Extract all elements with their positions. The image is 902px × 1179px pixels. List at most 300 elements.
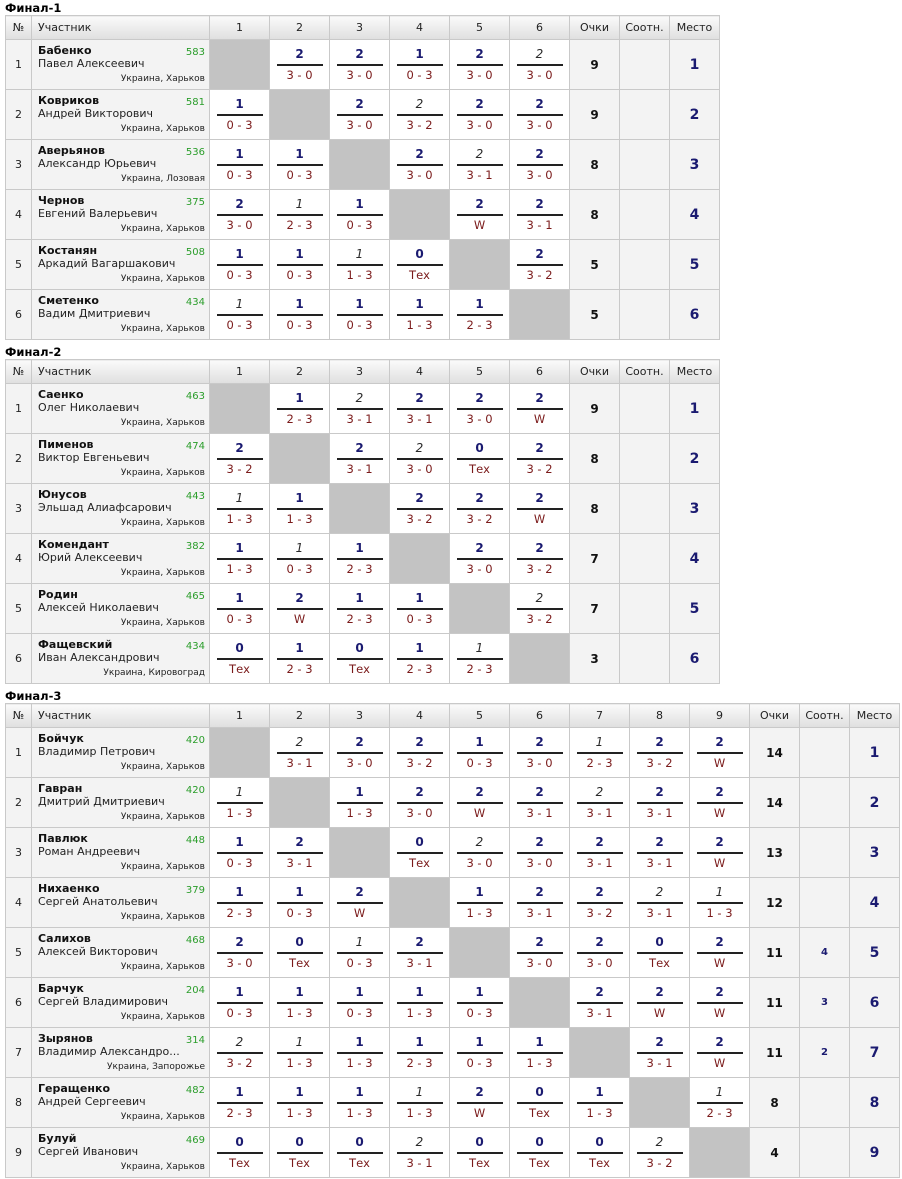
self-match-cell xyxy=(390,878,450,928)
match-result-cell[interactable] xyxy=(450,90,510,140)
match-result-cell[interactable] xyxy=(690,728,750,778)
match-result-cell[interactable] xyxy=(330,928,390,978)
participant-cell[interactable] xyxy=(32,634,210,684)
participant-last-name[interactable]: Фащевский xyxy=(38,638,113,651)
match-result-cell[interactable] xyxy=(210,90,270,140)
self-match-cell xyxy=(570,1028,630,1078)
match-result-cell[interactable] xyxy=(270,634,330,684)
match-score: 3 - 1 xyxy=(526,806,553,820)
participant-last-name[interactable]: Саенко xyxy=(38,388,84,401)
participant-last-name[interactable]: Геращенко xyxy=(38,1082,111,1095)
match-result-cell[interactable] xyxy=(210,978,270,1028)
participant-cell[interactable] xyxy=(32,928,210,978)
match-score: 3 - 1 xyxy=(586,806,613,820)
self-match-cell xyxy=(270,434,330,484)
match-result-cell[interactable] xyxy=(330,778,390,828)
match-result-cell[interactable] xyxy=(510,778,570,828)
header-opponent-3[interactable]: 3 xyxy=(330,16,390,40)
ratio-value xyxy=(620,584,670,634)
result-divider xyxy=(337,1052,383,1054)
match-result-cell[interactable] xyxy=(450,1028,510,1078)
match-result-cell[interactable] xyxy=(330,634,390,684)
participant-cell[interactable] xyxy=(32,384,210,434)
match-result-cell[interactable] xyxy=(390,1028,450,1078)
match-result-cell[interactable] xyxy=(210,928,270,978)
match-score: Тех xyxy=(649,956,670,970)
match-result-cell[interactable] xyxy=(330,90,390,140)
participant-first-name: Павел Алексеевич xyxy=(38,57,145,70)
header-opponent-4[interactable]: 4 xyxy=(390,360,450,384)
header-participant[interactable]: Участник xyxy=(32,16,210,40)
participant-last-name[interactable]: Ковриков xyxy=(38,94,100,107)
match-result-cell[interactable] xyxy=(510,1128,570,1178)
match-result-cell[interactable] xyxy=(390,584,450,634)
match-result-cell[interactable] xyxy=(390,634,450,684)
match-result-cell[interactable] xyxy=(270,878,330,928)
self-match-cell xyxy=(330,484,390,534)
match-result-cell[interactable] xyxy=(210,878,270,928)
match-result-cell[interactable] xyxy=(390,290,450,340)
match-result-cell[interactable] xyxy=(570,1078,630,1128)
match-points: 1 xyxy=(295,1035,304,1049)
result-divider xyxy=(337,64,383,66)
match-points: 1 xyxy=(475,735,484,749)
total-points: 9 xyxy=(570,384,620,434)
match-result-cell[interactable] xyxy=(690,828,750,878)
match-result-cell[interactable] xyxy=(570,828,630,878)
match-result-cell[interactable] xyxy=(390,434,450,484)
participant-cell[interactable] xyxy=(32,778,210,828)
match-result-cell[interactable] xyxy=(630,878,690,928)
result-divider xyxy=(517,608,563,610)
participant-cell[interactable] xyxy=(32,1128,210,1178)
match-result-cell[interactable] xyxy=(510,384,570,434)
participant-city: Украина, Харьков xyxy=(120,762,205,772)
result-divider xyxy=(517,458,563,460)
match-result-cell[interactable] xyxy=(270,290,330,340)
match-result-cell[interactable] xyxy=(210,828,270,878)
match-result-cell[interactable] xyxy=(450,434,510,484)
header-opponent-9[interactable]: 9 xyxy=(690,704,750,728)
ratio-value: 2 xyxy=(800,1028,850,1078)
match-points: 2 xyxy=(535,441,544,455)
participant-first-name: Владимир Петрович xyxy=(38,745,156,758)
match-result-cell[interactable] xyxy=(510,534,570,584)
self-match-cell xyxy=(690,1128,750,1178)
result-divider xyxy=(697,952,743,954)
total-points: 5 xyxy=(570,290,620,340)
match-score: 3 - 1 xyxy=(406,1156,433,1170)
match-result-cell[interactable] xyxy=(390,240,450,290)
match-result-cell[interactable] xyxy=(270,728,330,778)
match-result-cell[interactable] xyxy=(690,978,750,1028)
participant-last-name[interactable]: Юнусов xyxy=(38,488,87,501)
match-result-cell[interactable] xyxy=(270,978,330,1028)
match-result-cell[interactable] xyxy=(330,584,390,634)
match-points: 1 xyxy=(235,885,244,899)
header-participant[interactable]: Участник xyxy=(32,360,210,384)
match-result-cell[interactable] xyxy=(510,190,570,240)
match-result-cell[interactable] xyxy=(210,634,270,684)
match-result-cell[interactable] xyxy=(690,1078,750,1128)
participant-cell[interactable] xyxy=(32,140,210,190)
match-result-cell[interactable] xyxy=(690,1028,750,1078)
header-opponent-5[interactable]: 5 xyxy=(450,704,510,728)
match-result-cell[interactable] xyxy=(510,584,570,634)
self-match-cell xyxy=(450,584,510,634)
header-opponent-3[interactable]: 3 xyxy=(330,704,390,728)
table-row xyxy=(6,584,720,634)
participant-cell[interactable] xyxy=(32,484,210,534)
match-result-cell[interactable] xyxy=(330,1128,390,1178)
header-points[interactable]: Очки xyxy=(750,704,800,728)
participant-cell[interactable] xyxy=(32,728,210,778)
match-result-cell[interactable] xyxy=(390,484,450,534)
match-result-cell[interactable] xyxy=(450,728,510,778)
match-result-cell[interactable] xyxy=(450,484,510,534)
participant-first-name: Евгений Валерьевич xyxy=(38,207,158,220)
participant-cell[interactable] xyxy=(32,978,210,1028)
match-result-cell[interactable] xyxy=(270,384,330,434)
participant-last-name[interactable]: Барчук xyxy=(38,982,84,995)
participant-rating: 469 xyxy=(185,1135,205,1146)
match-result-cell[interactable] xyxy=(510,1078,570,1128)
participant-cell[interactable] xyxy=(32,90,210,140)
header-points[interactable]: Очки xyxy=(570,16,620,40)
result-divider xyxy=(397,1052,443,1054)
match-result-cell[interactable] xyxy=(450,40,510,90)
match-result-cell[interactable] xyxy=(630,978,690,1028)
match-result-cell[interactable] xyxy=(630,1028,690,1078)
match-result-cell[interactable] xyxy=(330,384,390,434)
match-result-cell[interactable] xyxy=(270,240,330,290)
match-result-cell[interactable] xyxy=(330,728,390,778)
header-opponent-1[interactable]: 1 xyxy=(210,16,270,40)
table-row xyxy=(6,290,720,340)
match-result-cell[interactable] xyxy=(270,584,330,634)
match-result-cell[interactable] xyxy=(390,928,450,978)
match-points: 2 xyxy=(415,441,424,455)
match-result-cell[interactable] xyxy=(630,1128,690,1178)
match-result-cell[interactable] xyxy=(450,1128,510,1178)
row-number: 6 xyxy=(6,978,32,1028)
header-opponent-2[interactable]: 2 xyxy=(270,360,330,384)
match-result-cell[interactable] xyxy=(450,828,510,878)
participant-cell[interactable] xyxy=(32,828,210,878)
match-result-cell[interactable] xyxy=(450,978,510,1028)
match-result-cell[interactable] xyxy=(270,140,330,190)
match-result-cell[interactable] xyxy=(390,384,450,434)
match-score: Тех xyxy=(409,856,430,870)
match-result-cell[interactable] xyxy=(210,434,270,484)
header-opponent-4[interactable]: 4 xyxy=(390,16,450,40)
match-score: 3 - 0 xyxy=(466,412,493,426)
result-divider xyxy=(457,658,503,660)
header-place[interactable]: Место xyxy=(670,16,720,40)
match-result-cell[interactable] xyxy=(450,140,510,190)
match-result-cell[interactable] xyxy=(570,928,630,978)
match-points: 2 xyxy=(475,491,484,505)
participant-cell[interactable] xyxy=(32,434,210,484)
result-divider xyxy=(277,164,323,166)
participant-last-name[interactable]: Аверьянов xyxy=(38,144,105,157)
header-opponent-2[interactable]: 2 xyxy=(270,704,330,728)
match-result-cell[interactable] xyxy=(510,484,570,534)
match-result-cell[interactable] xyxy=(510,434,570,484)
match-result-cell[interactable] xyxy=(450,1078,510,1128)
match-result-cell[interactable] xyxy=(510,240,570,290)
match-result-cell[interactable] xyxy=(450,634,510,684)
row-number: 6 xyxy=(6,290,32,340)
total-points: 9 xyxy=(570,90,620,140)
row-number: 5 xyxy=(6,584,32,634)
match-result-cell[interactable] xyxy=(330,978,390,1028)
participant-last-name[interactable]: Родин xyxy=(38,588,78,601)
participant-rating: 474 xyxy=(185,441,205,452)
match-result-cell[interactable] xyxy=(570,878,630,928)
match-result-cell[interactable] xyxy=(630,928,690,978)
participant-last-name[interactable]: Костанян xyxy=(38,244,98,257)
match-score: 1 - 3 xyxy=(466,906,493,920)
match-result-cell[interactable] xyxy=(270,190,330,240)
match-score: W xyxy=(353,906,366,920)
ratio-value xyxy=(800,1128,850,1178)
header-opponent-6[interactable]: 6 xyxy=(510,16,570,40)
header-num[interactable]: № xyxy=(6,704,32,728)
match-points: 1 xyxy=(295,297,304,311)
participant-last-name[interactable]: Бойчук xyxy=(38,732,84,745)
match-result-cell[interactable] xyxy=(690,778,750,828)
match-result-cell[interactable] xyxy=(330,190,390,240)
match-result-cell[interactable] xyxy=(210,1078,270,1128)
header-opponent-5[interactable]: 5 xyxy=(450,16,510,40)
header-num[interactable]: № xyxy=(6,16,32,40)
participant-last-name[interactable]: Нихаенко xyxy=(38,882,100,895)
row-number: 3 xyxy=(6,140,32,190)
header-opponent-6[interactable]: 6 xyxy=(510,704,570,728)
match-score: 0 - 3 xyxy=(226,268,253,282)
match-score: Тех xyxy=(349,1156,370,1170)
match-result-cell[interactable] xyxy=(210,240,270,290)
result-divider xyxy=(337,952,383,954)
match-result-cell[interactable] xyxy=(330,434,390,484)
participant-last-name[interactable]: Зырянов xyxy=(38,1032,93,1045)
match-score: 3 - 1 xyxy=(646,906,673,920)
participant-cell[interactable] xyxy=(32,534,210,584)
match-score: W xyxy=(713,806,726,820)
match-result-cell[interactable] xyxy=(510,1028,570,1078)
header-place[interactable]: Место xyxy=(850,704,900,728)
match-result-cell[interactable] xyxy=(330,240,390,290)
table-row xyxy=(6,40,720,90)
result-divider xyxy=(277,1052,323,1054)
header-opponent-4[interactable]: 4 xyxy=(390,704,450,728)
match-points: 0 xyxy=(355,641,364,655)
result-divider xyxy=(337,608,383,610)
header-opponent-6[interactable]: 6 xyxy=(510,360,570,384)
match-score: Тех xyxy=(529,1156,550,1170)
result-divider xyxy=(457,1052,503,1054)
match-result-cell[interactable] xyxy=(390,728,450,778)
match-score: 3 - 0 xyxy=(406,806,433,820)
match-result-cell[interactable] xyxy=(390,778,450,828)
match-result-cell[interactable] xyxy=(210,1128,270,1178)
match-result-cell[interactable] xyxy=(450,290,510,340)
participant-first-name: Владимир Александро... xyxy=(38,1045,180,1058)
match-result-cell[interactable] xyxy=(270,484,330,534)
match-result-cell[interactable] xyxy=(270,828,330,878)
result-divider xyxy=(217,1152,263,1154)
match-score: Тех xyxy=(589,1156,610,1170)
header-opponent-1[interactable]: 1 xyxy=(210,360,270,384)
results-table xyxy=(5,15,720,340)
match-result-cell[interactable] xyxy=(390,40,450,90)
match-result-cell[interactable] xyxy=(270,1078,330,1128)
match-result-cell[interactable] xyxy=(390,1128,450,1178)
match-result-cell[interactable] xyxy=(330,878,390,928)
match-result-cell[interactable] xyxy=(210,778,270,828)
match-result-cell[interactable] xyxy=(690,928,750,978)
match-result-cell[interactable] xyxy=(270,928,330,978)
match-result-cell[interactable] xyxy=(510,140,570,190)
match-result-cell[interactable] xyxy=(690,878,750,928)
match-result-cell[interactable] xyxy=(390,90,450,140)
match-points: 0 xyxy=(475,441,484,455)
match-score: W xyxy=(473,218,486,232)
participant-cell[interactable] xyxy=(32,584,210,634)
match-points: 0 xyxy=(295,1135,304,1149)
match-result-cell[interactable] xyxy=(330,40,390,90)
match-result-cell[interactable] xyxy=(510,40,570,90)
match-result-cell[interactable] xyxy=(510,928,570,978)
total-points: 3 xyxy=(570,634,620,684)
match-result-cell[interactable] xyxy=(450,778,510,828)
match-result-cell[interactable] xyxy=(390,140,450,190)
match-result-cell[interactable] xyxy=(390,1078,450,1128)
match-result-cell[interactable] xyxy=(330,1028,390,1078)
participant-cell[interactable] xyxy=(32,1078,210,1128)
match-result-cell[interactable] xyxy=(450,878,510,928)
row-number: 9 xyxy=(6,1128,32,1178)
participant-cell[interactable] xyxy=(32,1028,210,1078)
participant-cell[interactable] xyxy=(32,240,210,290)
match-score: 2 - 3 xyxy=(406,1056,433,1070)
match-result-cell[interactable] xyxy=(510,90,570,140)
participant-city: Украина, Кировоград xyxy=(103,668,205,678)
header-ratio[interactable]: Соотн. xyxy=(620,16,670,40)
header-points[interactable]: Очки xyxy=(570,360,620,384)
match-result-cell[interactable] xyxy=(270,1128,330,1178)
match-result-cell[interactable] xyxy=(450,190,510,240)
total-points: 7 xyxy=(570,584,620,634)
match-result-cell[interactable] xyxy=(210,1028,270,1078)
match-result-cell[interactable] xyxy=(510,728,570,778)
participant-cell[interactable] xyxy=(32,40,210,90)
match-points: 1 xyxy=(295,247,304,261)
participant-last-name[interactable]: Булуй xyxy=(38,1132,77,1145)
match-result-cell[interactable] xyxy=(330,1078,390,1128)
match-result-cell[interactable] xyxy=(390,978,450,1028)
participant-last-name[interactable]: Чернов xyxy=(38,194,85,207)
match-result-cell[interactable] xyxy=(570,978,630,1028)
match-points: 1 xyxy=(475,985,484,999)
match-result-cell[interactable] xyxy=(210,190,270,240)
match-result-cell[interactable] xyxy=(510,828,570,878)
match-result-cell[interactable] xyxy=(270,1028,330,1078)
header-opponent-3[interactable]: 3 xyxy=(330,360,390,384)
match-result-cell[interactable] xyxy=(570,1128,630,1178)
match-result-cell[interactable] xyxy=(630,728,690,778)
header-place[interactable]: Место xyxy=(670,360,720,384)
participant-city: Украина, Харьков xyxy=(120,862,205,872)
participant-last-name[interactable]: Комендант xyxy=(38,538,109,551)
participant-last-name[interactable]: Сметенко xyxy=(38,294,99,307)
match-result-cell[interactable] xyxy=(570,778,630,828)
match-result-cell[interactable] xyxy=(450,534,510,584)
participant-last-name[interactable]: Павлюк xyxy=(38,832,88,845)
total-points: 7 xyxy=(570,534,620,584)
header-opponent-5[interactable]: 5 xyxy=(450,360,510,384)
match-result-cell[interactable] xyxy=(630,778,690,828)
match-result-cell[interactable] xyxy=(210,290,270,340)
participant-cell[interactable] xyxy=(32,878,210,928)
header-opponent-8[interactable]: 8 xyxy=(630,704,690,728)
match-result-cell[interactable] xyxy=(630,828,690,878)
place-value: 4 xyxy=(670,534,720,584)
participant-last-name[interactable]: Пименов xyxy=(38,438,94,451)
participant-city: Украина, Харьков xyxy=(120,468,205,478)
match-result-cell[interactable] xyxy=(330,534,390,584)
match-result-cell[interactable] xyxy=(510,878,570,928)
match-result-cell[interactable] xyxy=(270,534,330,584)
match-result-cell[interactable] xyxy=(270,40,330,90)
participant-cell[interactable] xyxy=(32,190,210,240)
header-opponent-7[interactable]: 7 xyxy=(570,704,630,728)
match-result-cell[interactable] xyxy=(390,828,450,878)
header-opponent-2[interactable]: 2 xyxy=(270,16,330,40)
match-score: 3 - 1 xyxy=(406,412,433,426)
match-points: 2 xyxy=(715,935,724,949)
match-result-cell[interactable] xyxy=(570,728,630,778)
result-divider xyxy=(337,752,383,754)
participant-last-name[interactable]: Бабенко xyxy=(38,44,92,57)
header-participant[interactable]: Участник xyxy=(32,704,210,728)
row-number: 1 xyxy=(6,728,32,778)
match-result-cell[interactable] xyxy=(210,484,270,534)
match-points: 1 xyxy=(355,197,364,211)
match-result-cell[interactable] xyxy=(210,584,270,634)
header-ratio[interactable]: Соотн. xyxy=(800,704,850,728)
match-result-cell[interactable] xyxy=(210,534,270,584)
header-row xyxy=(6,704,900,728)
participant-first-name: Андрей Викторович xyxy=(38,107,154,120)
participant-cell[interactable] xyxy=(32,290,210,340)
ratio-value xyxy=(620,384,670,434)
participant-last-name[interactable]: Салихов xyxy=(38,932,91,945)
result-divider xyxy=(637,852,683,854)
participant-first-name: Алексей Николаевич xyxy=(38,601,159,614)
match-result-cell[interactable] xyxy=(330,290,390,340)
table-row xyxy=(6,240,720,290)
match-result-cell[interactable] xyxy=(450,384,510,434)
participant-last-name[interactable]: Гавран xyxy=(38,782,83,795)
result-divider xyxy=(397,408,443,410)
header-opponent-1[interactable]: 1 xyxy=(210,704,270,728)
header-num[interactable]: № xyxy=(6,360,32,384)
self-match-cell xyxy=(450,928,510,978)
header-ratio[interactable]: Соотн. xyxy=(620,360,670,384)
match-result-cell[interactable] xyxy=(210,140,270,190)
